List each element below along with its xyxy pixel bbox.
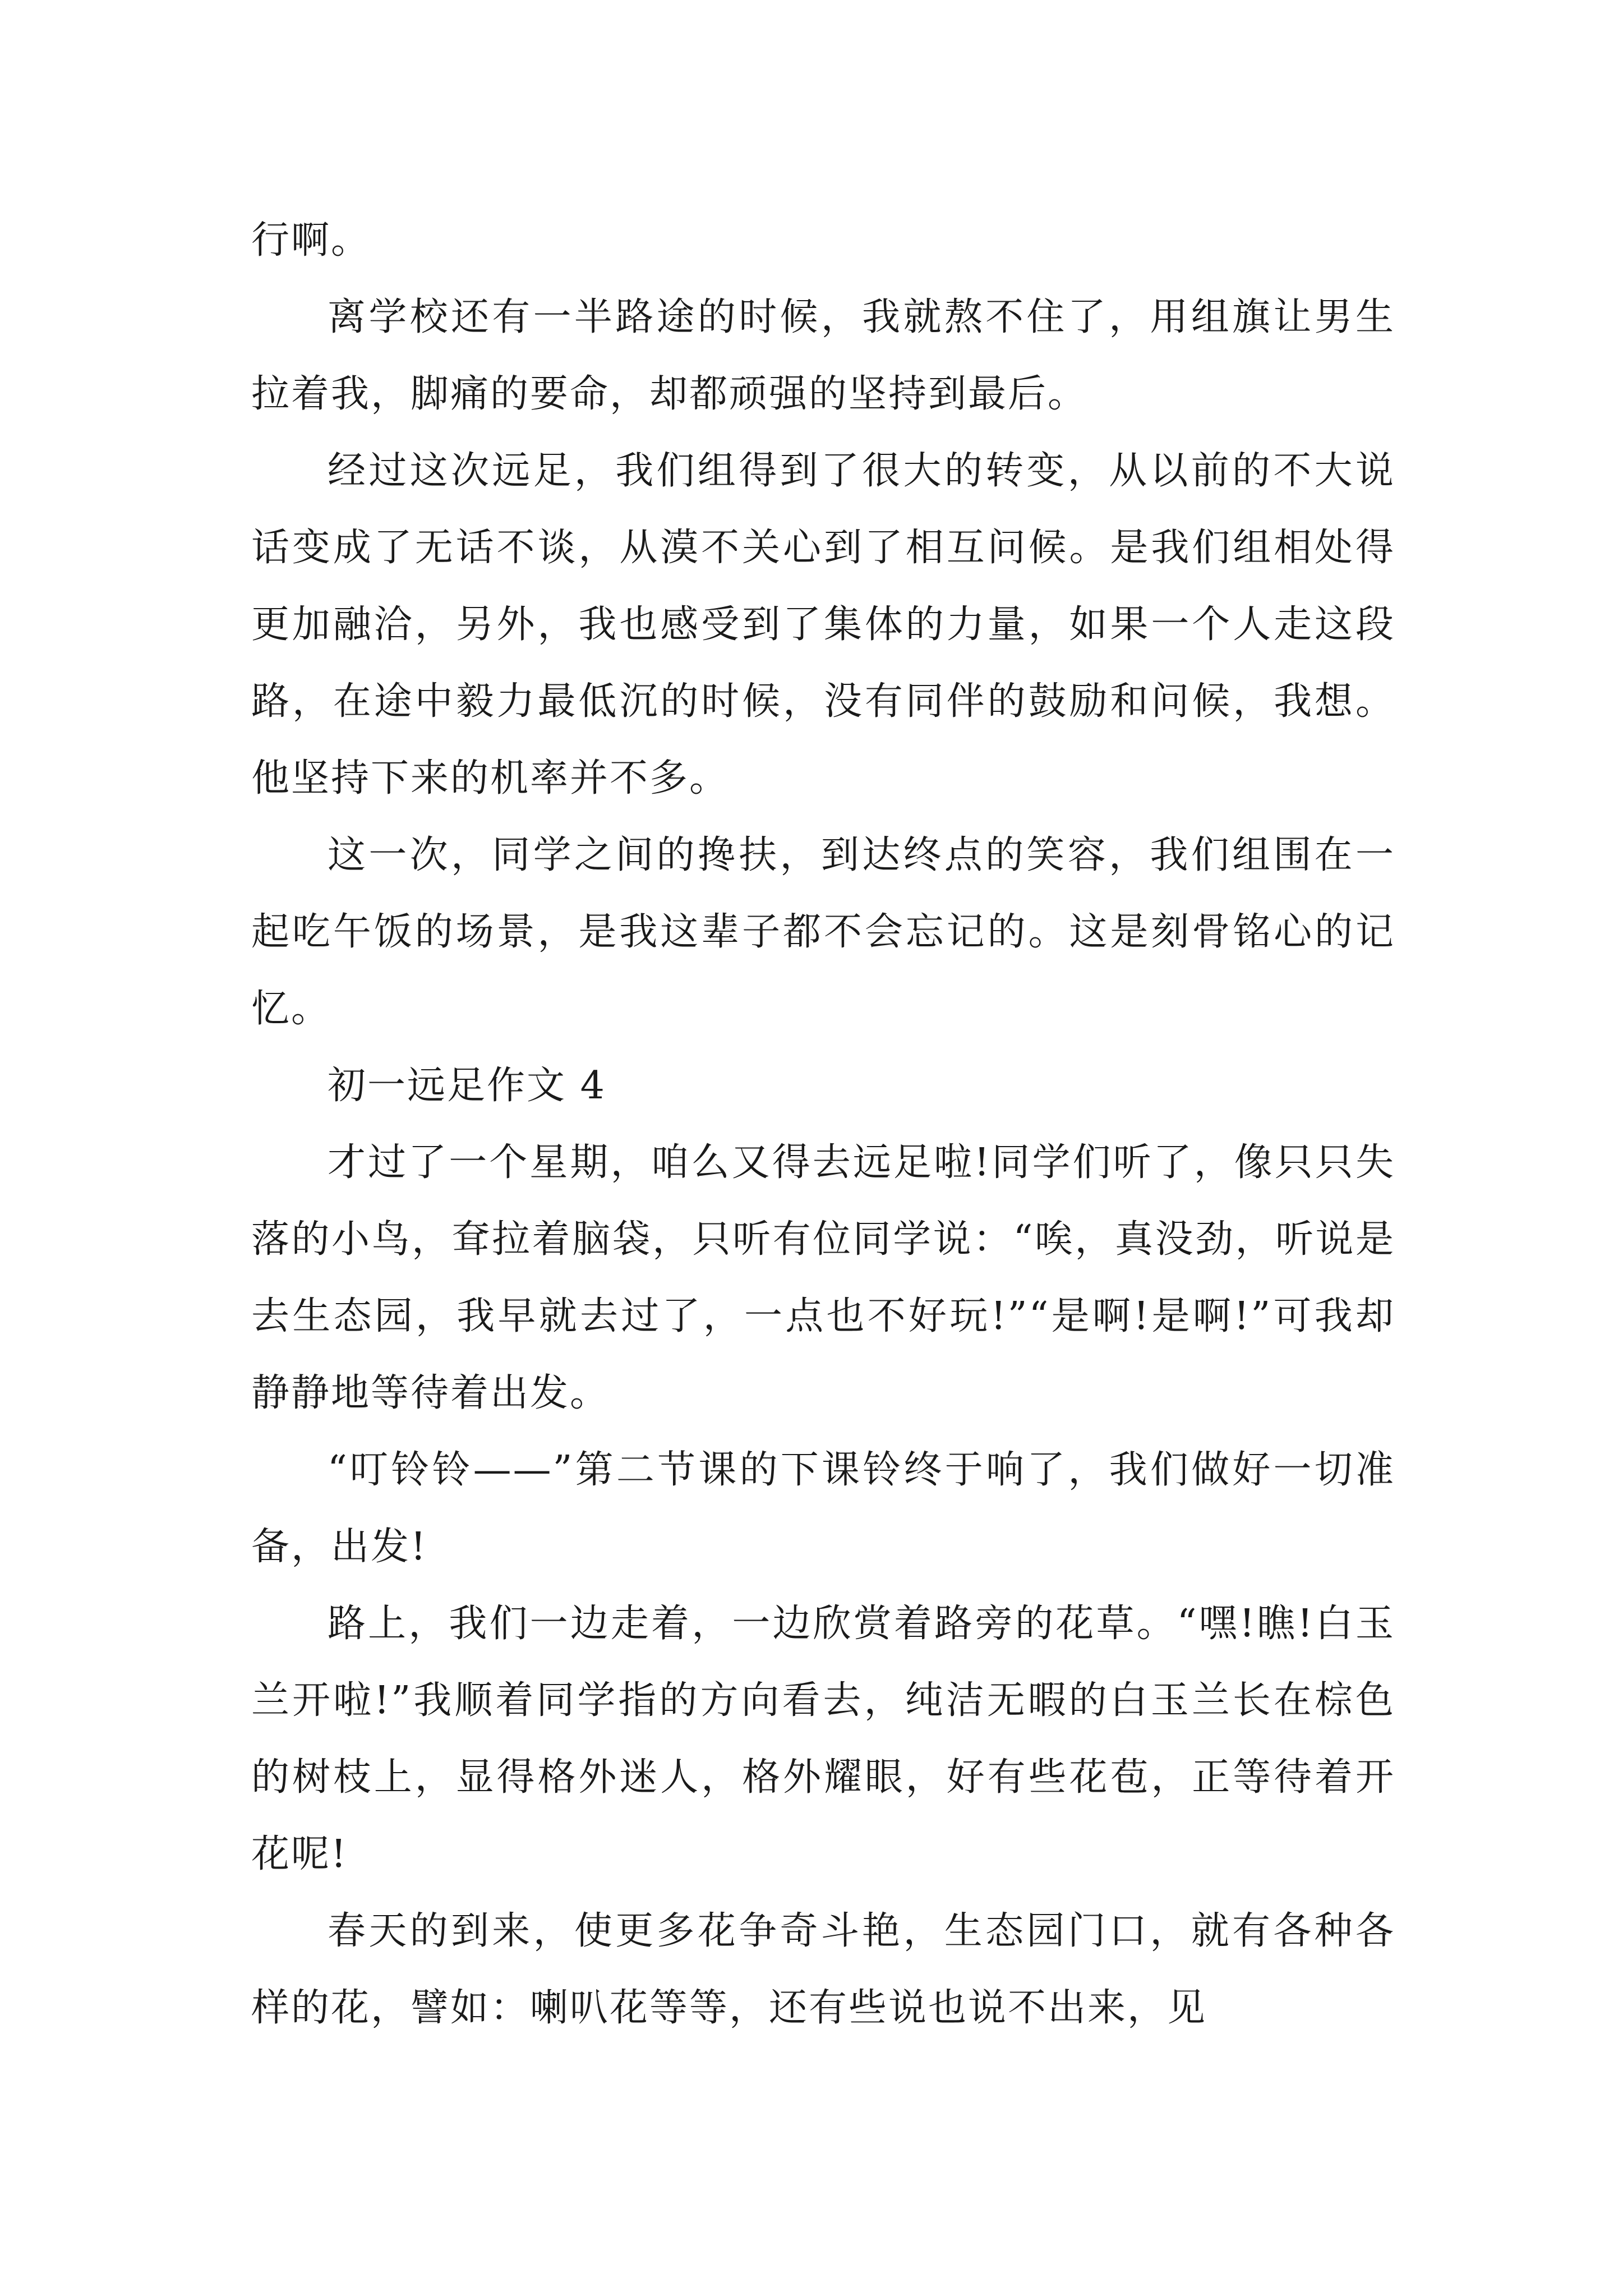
paragraph: 经过这次远足，我们组得到了很大的转变，从以前的不大说话变成了无话不谈，从漠不关心到了相互问候。是我们组相处得更加融洽，另外，我也感受到了集体的力量，如果一个人走这段路，在途中毅力最低沉的时候，没有同伴的鼓励和问候，我想。他坚持下来的机率并不多。 [251,449,1395,800]
paragraph: “叮铃铃——”第二节课的下课铃终于响了，我们做好一切准备，出发! [251,1448,1395,1569]
paragraph: 这一次，同学之间的搀扶，到达终点的笑容，我们组围在一起吃午饭的场景，是我这辈子都不会忘记的。这是刻骨铭心的记忆。 [251,833,1395,1031]
paragraph: 路上，我们一边走着，一边欣赏着路旁的花草。“嘿!瞧!白玉兰开啦!”我顺着同学指的方向看去，纯洁无暇的白玉兰长在棕色的树枝上，显得格外迷人，格外耀眼，好有些花苞，正等待着开花呢! [251,1602,1395,1876]
paragraph-continuation: 行啊。 [251,218,371,263]
paragraph: 离学校还有一半路途的时候，我就熬不住了，用组旗让男生拉着我，脚痛的要命，却都顽强的坚持到最后。 [251,295,1395,416]
paragraph: 才过了一个星期，咱么又得去远足啦!同学们听了，像只只失落的小鸟，耷拉着脑袋，只听有位同学说：“唉，真没劲，听说是去生态园，我早就去过了，一点也不好玩!”“是啊!是啊!”可我却静静地等待着出发。 [251,1140,1395,1415]
essay-title: 初一远足作文 4 [328,1064,606,1108]
paragraph: 春天的到来，使更多花争奇斗艳，生态园门口，就有各种各样的花，譬如：喇叭花等等，还有些说也说不出来，见 [251,1909,1395,2030]
essay-body [251,202,1395,2046]
